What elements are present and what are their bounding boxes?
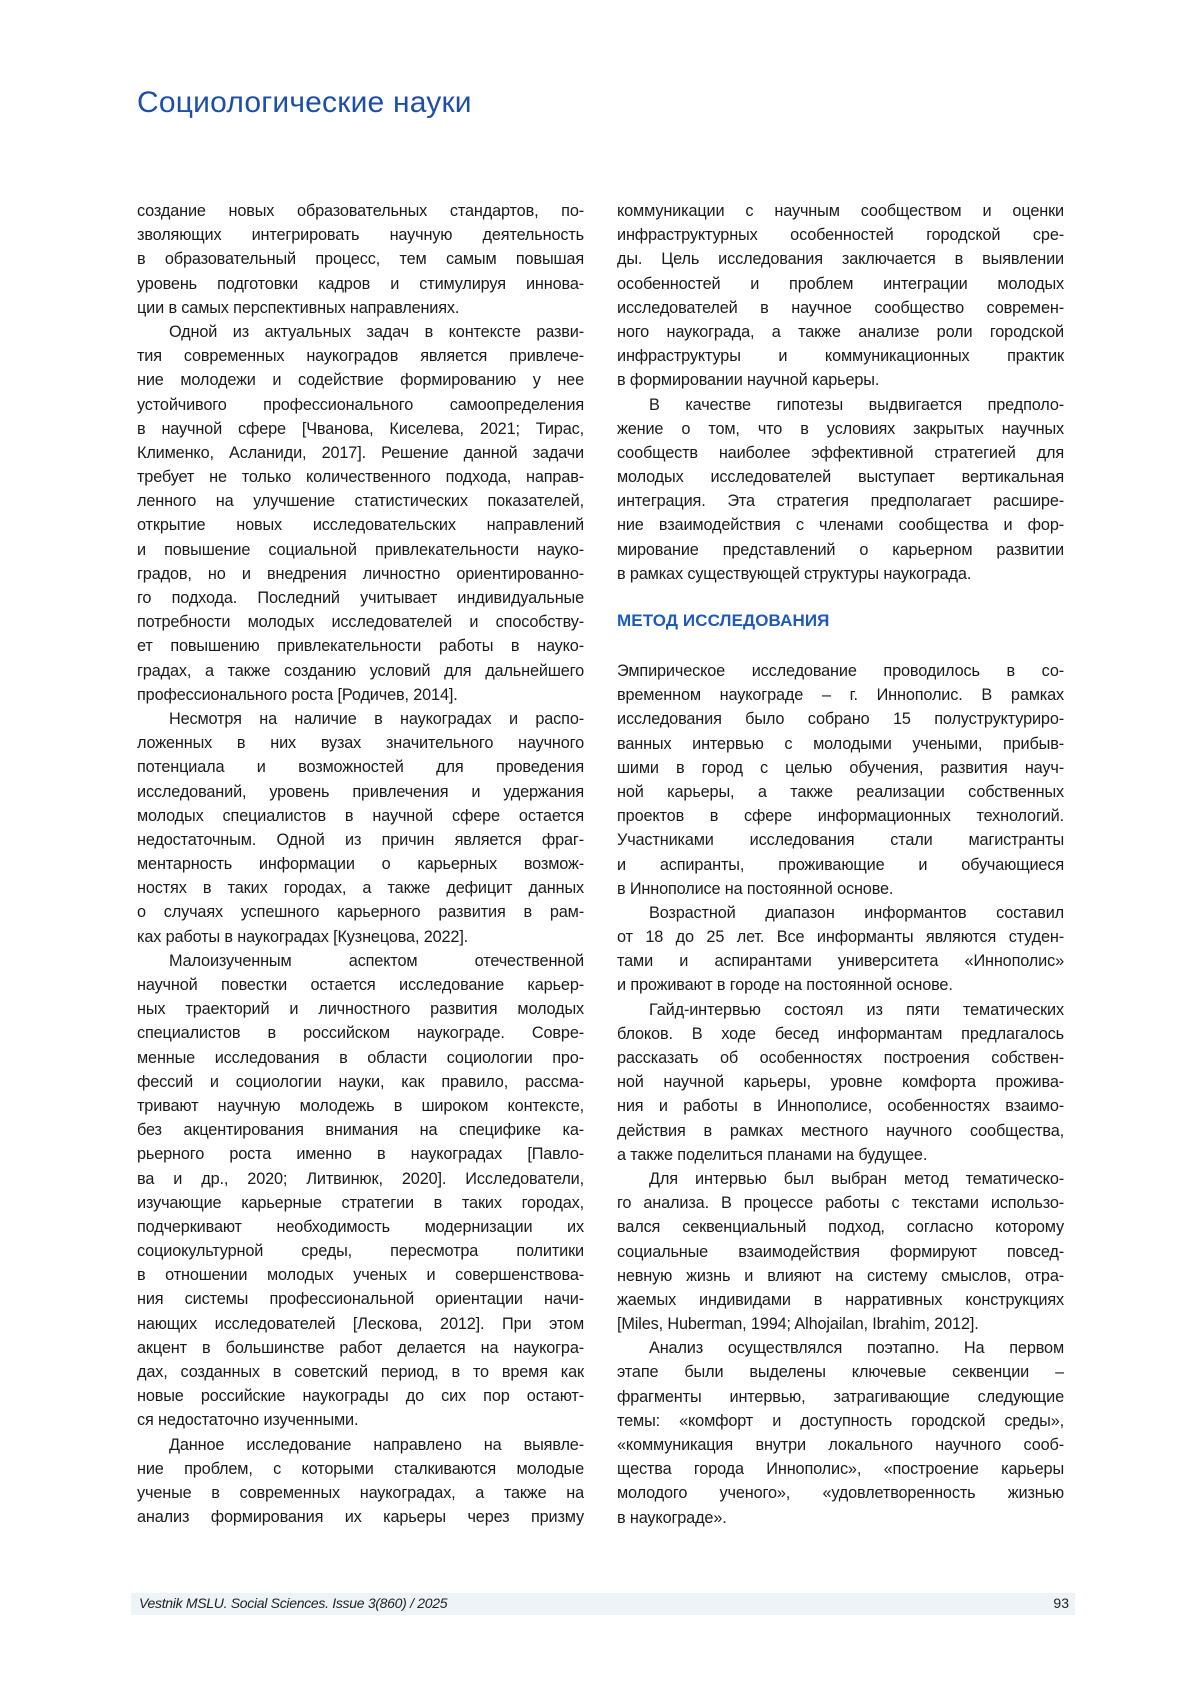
journal-name: Vestnik MSLU. Social Sciences. Issue 3(860) / 2025 <box>139 1595 447 1611</box>
text-line: ции в самых перспективных направлениях. <box>137 296 584 320</box>
text-line: этапе были выделены ключевые секвенции – <box>617 1360 1064 1384</box>
text-line: сообществ наиболее эффективной стратегией для <box>617 441 1064 465</box>
text-line: потребности молодых исследователей и способству- <box>137 610 584 634</box>
text-line: временном наукограде – г. Иннополис. В рамках <box>617 683 1064 707</box>
text-line: анализ формирования их карьеры через призму <box>137 1505 584 1529</box>
text-line: градах, а также созданию условий для дальнейшего <box>137 659 584 683</box>
text-line: ложенных в них вузах значительного научного <box>137 731 584 755</box>
text-line: интеграция. Эта стратегия предполагает расшире- <box>617 489 1064 513</box>
text-line: ного наукограда, а также анализе роли городской <box>617 320 1064 344</box>
text-line: ния и работы в Иннополисе, особенностях взаимо- <box>617 1094 1064 1118</box>
text-line: ет повышению привлекательности работы в науко- <box>137 634 584 658</box>
text-line: ной научной карьеры, уровне комфорта прожива- <box>617 1070 1064 1094</box>
text-line: требует не только количественного подхода, направ- <box>137 465 584 489</box>
paragraph <box>137 320 584 707</box>
text-line: Участниками исследования стали магистранты <box>617 828 1064 852</box>
text-line: инфраструктуры и коммуникационных практик <box>617 344 1064 368</box>
text-line: ментарность информации о карьерных возмож- <box>137 852 584 876</box>
text-line: ние взаимодействия с членами сообщества и фор- <box>617 513 1064 537</box>
text-line: в Иннополисе на постоянной основе. <box>617 877 1064 901</box>
text-line: Для интервью был выбран метод тематическо- <box>617 1167 1064 1191</box>
text-line: акцент в большинстве работ делается на наукогра- <box>137 1336 584 1360</box>
text-line: мирование представлений о карьерном развитии <box>617 538 1064 562</box>
text-line: тривают научную молодежь в широком контексте, <box>137 1094 584 1118</box>
text-line: без акцентирования внимания на специфике ка- <box>137 1118 584 1142</box>
text-line: ние молодежи и содействие формированию у нее <box>137 368 584 392</box>
text-line: вался секвенциальный подход, согласно которому <box>617 1215 1064 1239</box>
text-line: ках работы в наукоградах [Кузнецова, 2022]. <box>137 925 584 949</box>
text-line: Клименко, Асланиди, 2017]. Решение данной задачи <box>137 441 584 465</box>
right-column <box>617 199 1064 1530</box>
text-line: новые российские наукограды до сих пор остают- <box>137 1384 584 1408</box>
paragraph <box>137 707 584 949</box>
text-line: нающих исследователей [Лескова, 2012]. При этом <box>137 1312 584 1336</box>
text-line: го анализа. В процессе работы с текстами использо- <box>617 1191 1064 1215</box>
text-line: шими в город с целью обучения, развития науч- <box>617 756 1064 780</box>
text-line: и аспиранты, проживающие и обучающиеся <box>617 853 1064 877</box>
text-line: ленного на улучшение статистических показателей, <box>137 489 584 513</box>
text-line: жаемых индивидами в нарративных конструкциях <box>617 1288 1064 1312</box>
text-line: в отношении молодых ученых и совершенствова- <box>137 1263 584 1287</box>
text-line: Анализ осуществлялся поэтапно. На первом <box>617 1336 1064 1360</box>
text-line: дах, созданных в советский период, в то время как <box>137 1360 584 1384</box>
paragraph <box>617 1336 1064 1530</box>
text-line: проектов в сфере информационных технологий. <box>617 804 1064 828</box>
text-line: Гайд-интервью состоял из пяти тематических <box>617 998 1064 1022</box>
text-line: действия в рамках местного научного сообщества, <box>617 1119 1064 1143</box>
page-number: 93 <box>1053 1595 1069 1611</box>
text-line: исследователей в научное сообщество современ- <box>617 296 1064 320</box>
paragraph <box>617 901 1064 998</box>
text-line: потенциала и возможностей для проведения <box>137 755 584 779</box>
text-line: подчеркивают необходимость модернизации их <box>137 1215 584 1239</box>
text-line: Данное исследование направлено на выявле- <box>137 1433 584 1457</box>
text-line: ных траекторий и личностного развития молодых <box>137 997 584 1021</box>
text-line: Эмпирическое исследование проводилось в со- <box>617 659 1064 683</box>
text-line: уровень подготовки кадров и стимулируя иннова- <box>137 272 584 296</box>
text-line: Одной из актуальных задач в контексте разви- <box>137 320 584 344</box>
paragraph <box>137 1433 584 1530</box>
text-line: рьерного роста именно в наукоградах [Павло- <box>137 1142 584 1166</box>
text-line: особенностей и проблем интеграции молодых <box>617 272 1064 296</box>
text-line: в научной сфере [Чванова, Киселева, 2021; Тирас, <box>137 417 584 441</box>
text-line: создание новых образовательных стандартов, по- <box>137 199 584 223</box>
paragraph <box>137 949 584 1433</box>
text-line: фессий и социологии науки, как правило, рассма- <box>137 1070 584 1094</box>
text-line: менные исследования в области социологии про- <box>137 1046 584 1070</box>
text-line: зволяющих интегрировать научную деятельность <box>137 223 584 247</box>
paragraph <box>617 659 1064 901</box>
text-line: градов, но и внедрения личностно ориентированно- <box>137 562 584 586</box>
text-line: ной карьеры, а также реализации собственных <box>617 780 1064 804</box>
paragraph <box>137 199 584 320</box>
text-line: ся недостаточно изученными. <box>137 1408 584 1432</box>
text-line: профессионального роста [Родичев, 2014]. <box>137 683 584 707</box>
section-heading-method: МЕТОД ИССЛЕДОВАНИЯ <box>617 609 1064 633</box>
text-line: В качестве гипотезы выдвигается предполо- <box>617 393 1064 417</box>
text-line: в формировании научной карьеры. <box>617 368 1064 392</box>
text-line: инфраструктурных особенностей городской сре- <box>617 223 1064 247</box>
text-line: блоков. В ходе бесед информантам предлагалось <box>617 1022 1064 1046</box>
text-line: рассказать об особенностях построения собствен- <box>617 1046 1064 1070</box>
text-line: го подхода. Последний учитывает индивидуальные <box>137 586 584 610</box>
text-line: в рамках существующей структуры наукограда. <box>617 562 1064 586</box>
text-line: тами и аспирантами университета «Иннополис» <box>617 949 1064 973</box>
intro-paragraphs <box>617 199 1064 586</box>
text-line: темы: «комфорт и доступность городской среды», <box>617 1409 1064 1433</box>
text-line: ностях в таких городах, а также дефицит данных <box>137 876 584 900</box>
text-line: социокультурной среды, пересмотра политики <box>137 1239 584 1263</box>
paragraph <box>617 1167 1064 1336</box>
text-line: ния системы профессиональной ориентации начи- <box>137 1287 584 1311</box>
text-line: молодых специалистов в научной сфере остается <box>137 804 584 828</box>
text-line: ученые в современных наукоградах, а также на <box>137 1481 584 1505</box>
text-line: фрагменты интервью, затрагивающие следующие <box>617 1385 1064 1409</box>
text-line: специалистов в российском наукограде. Совре- <box>137 1021 584 1045</box>
text-line: тия современных наукоградов является привлече- <box>137 344 584 368</box>
text-line: изучающие карьерные стратегии в таких городах, <box>137 1191 584 1215</box>
text-line: ние проблем, с которыми сталкиваются молодые <box>137 1457 584 1481</box>
text-line: Несмотря на наличие в наукоградах и распо- <box>137 707 584 731</box>
text-line: и проживают в городе на постоянной основе. <box>617 973 1064 997</box>
text-line: недостаточным. Одной из причин является фраг- <box>137 828 584 852</box>
paragraph <box>617 998 1064 1167</box>
text-line: о случаях успешного карьерного развития в рам- <box>137 900 584 924</box>
text-line: [Miles, Huberman, 1994; Alhojailan, Ibrahim, 2012]. <box>617 1312 1064 1336</box>
paragraph <box>617 393 1064 587</box>
text-line: жение о том, что в условиях закрытых научных <box>617 417 1064 441</box>
text-line: в образовательный процесс, тем самым повышая <box>137 247 584 271</box>
text-line: Малоизученным аспектом отечественной <box>137 949 584 973</box>
text-line: молодого ученого», «удовлетворенность жизнью <box>617 1481 1064 1505</box>
left-column <box>137 199 584 1529</box>
text-line: и повышение социальной привлекательности науко- <box>137 538 584 562</box>
text-line: коммуникации с научным сообществом и оценки <box>617 199 1064 223</box>
page-footer <box>131 1593 1075 1615</box>
text-line: исследований, уровень привлечения и удержания <box>137 780 584 804</box>
paragraph <box>617 199 1064 393</box>
text-line: молодых исследователей выступает вертикальная <box>617 465 1064 489</box>
section-title: Социологические науки <box>137 86 472 120</box>
text-line: щества города Иннополис», «построение карьеры <box>617 1457 1064 1481</box>
text-line: от 18 до 25 лет. Все информанты являются студен- <box>617 925 1064 949</box>
text-line: Возрастной диапазон информантов составил <box>617 901 1064 925</box>
text-line: ды. Цель исследования заключается в выявлении <box>617 247 1064 271</box>
text-line: «коммуникация внутри локального научного сооб- <box>617 1433 1064 1457</box>
text-line: научной повестки остается исследование карьер- <box>137 973 584 997</box>
text-line: в наукограде». <box>617 1506 1064 1530</box>
text-line: устойчивого профессионального самоопределения <box>137 393 584 417</box>
text-line: ва и др., 2020; Литвинюк, 2020]. Исследователи, <box>137 1167 584 1191</box>
text-line: исследования было собрано 15 полуструктуриро- <box>617 707 1064 731</box>
method-paragraphs <box>617 659 1064 1530</box>
text-line: невную жизнь и влияют на систему смыслов, отра- <box>617 1264 1064 1288</box>
text-line: а также поделиться планами на будущее. <box>617 1143 1064 1167</box>
text-line: социальные взаимодействия формируют повсед- <box>617 1240 1064 1264</box>
text-line: ванных интервью с молодыми учеными, прибыв- <box>617 732 1064 756</box>
text-line: открытие новых исследовательских направлений <box>137 513 584 537</box>
